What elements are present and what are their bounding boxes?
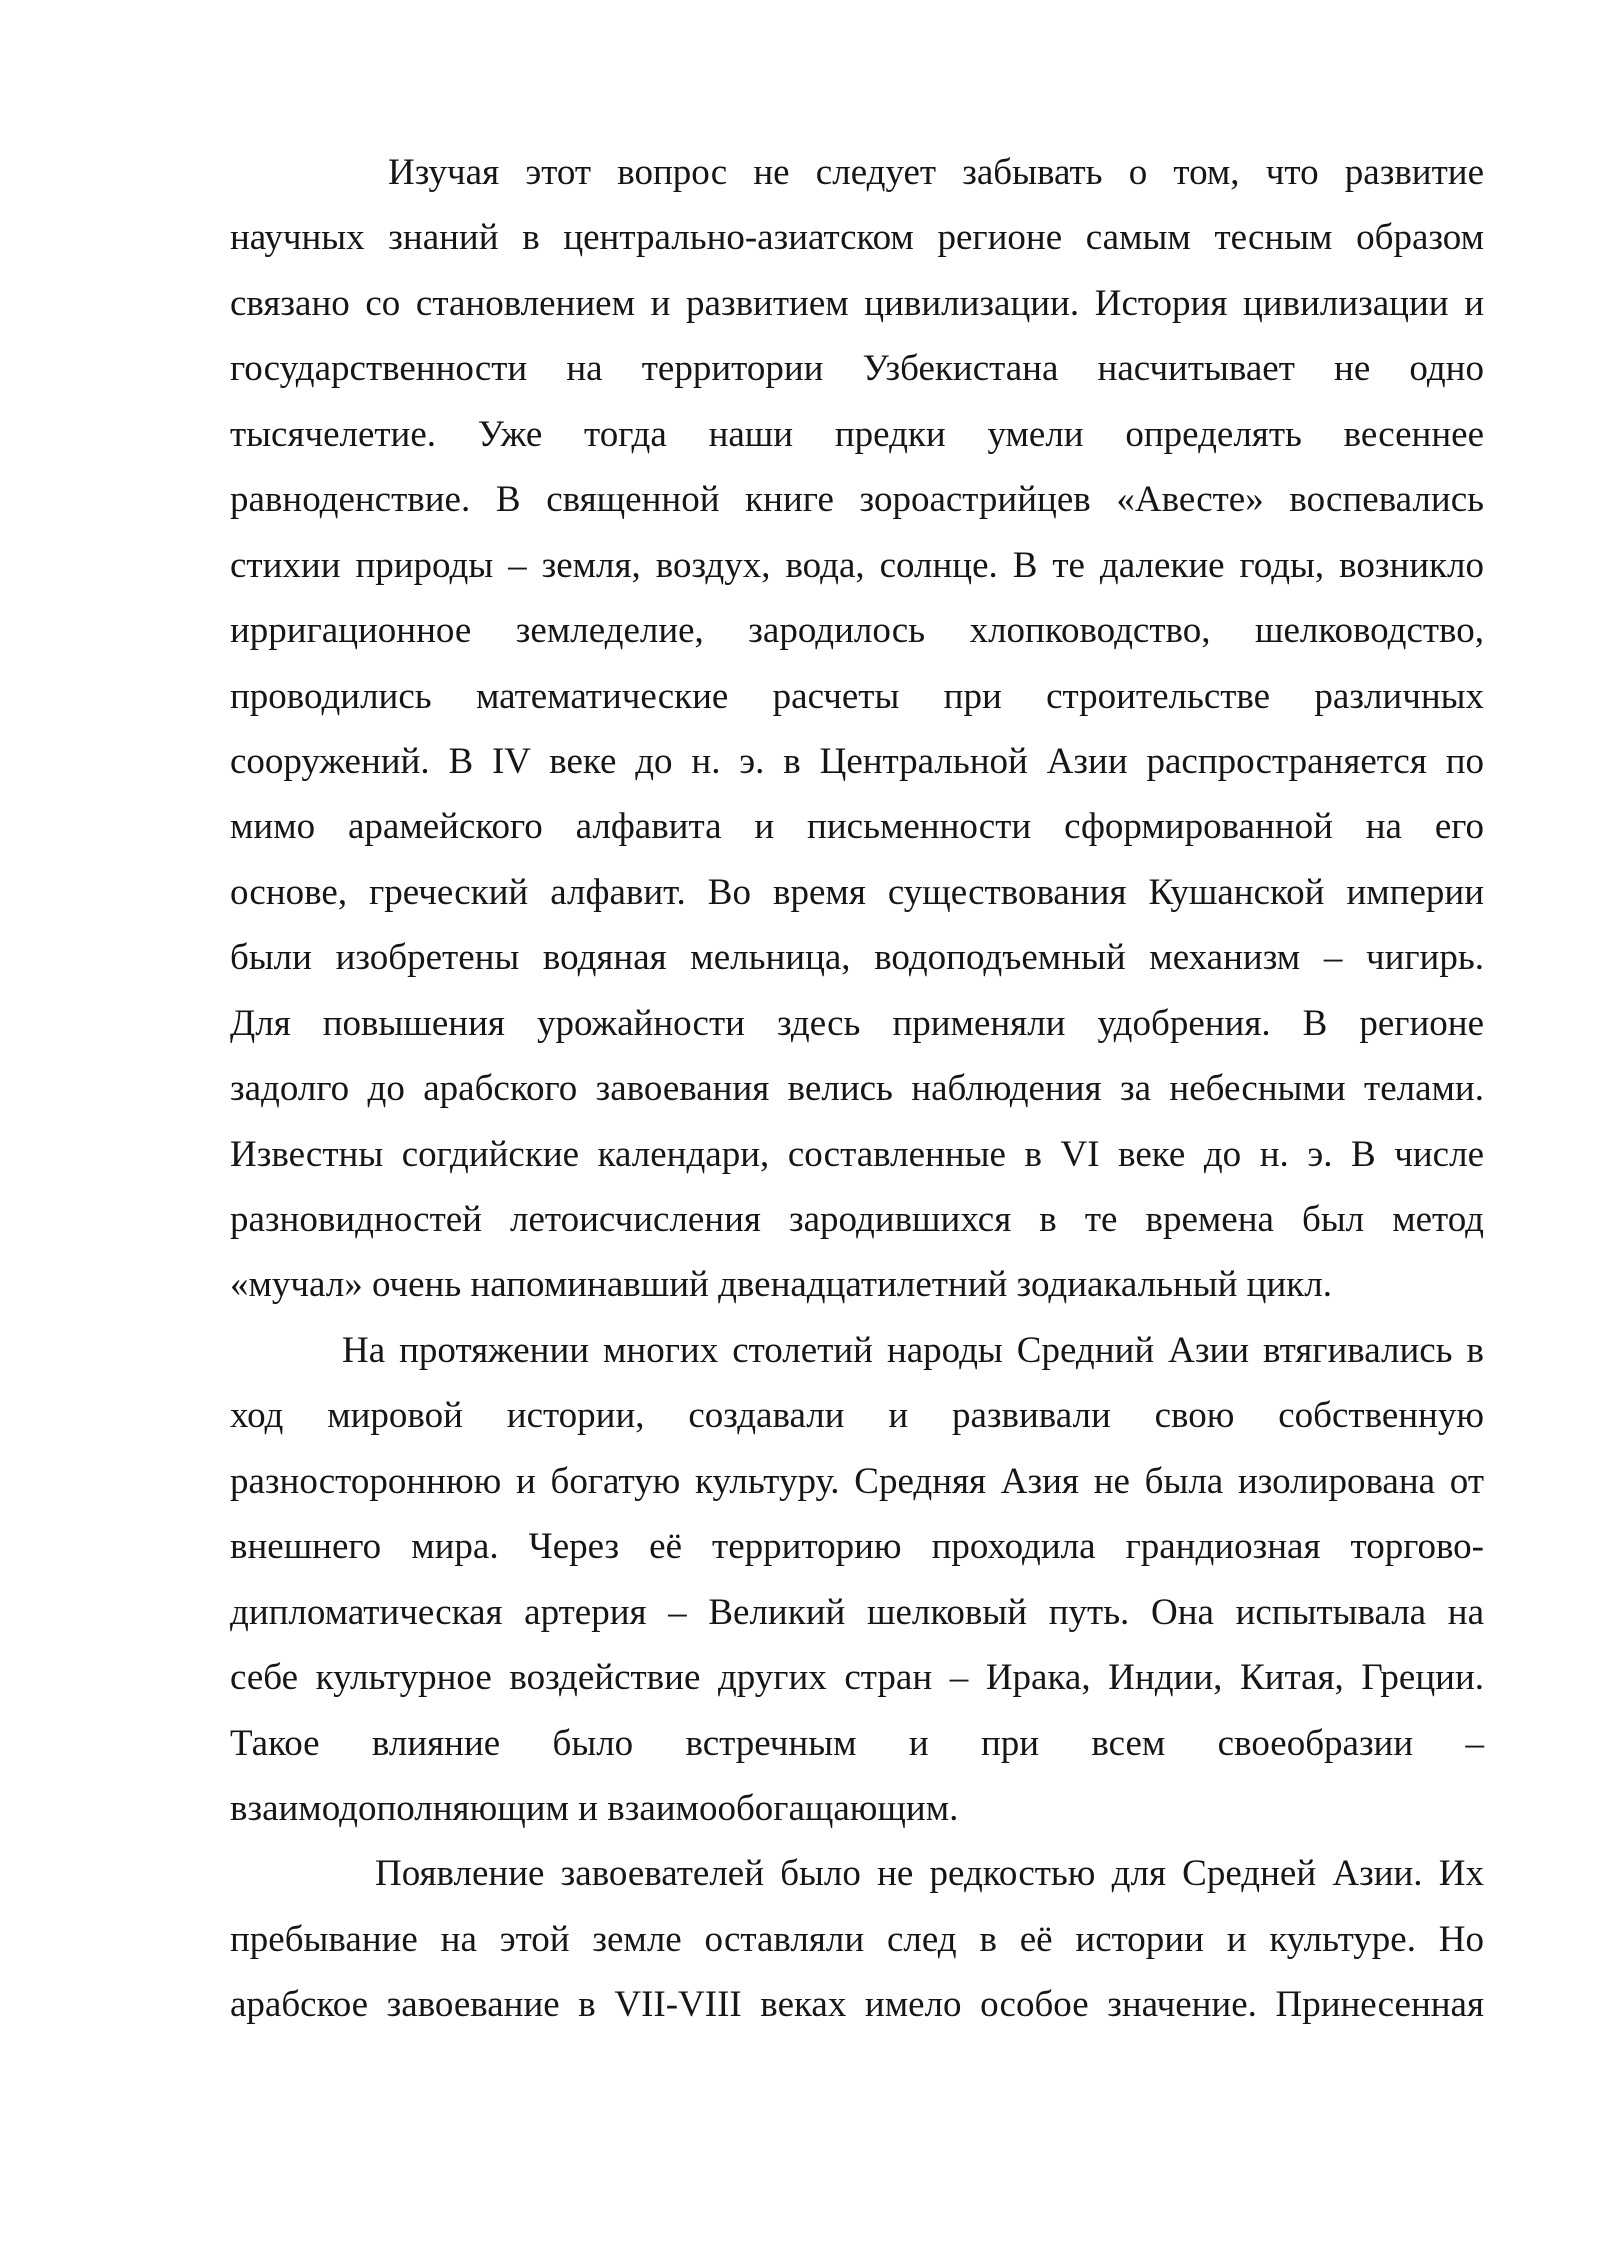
text-line: основе, греческий алфавит. Во время существования Кушанской империи bbox=[230, 871, 1484, 913]
text-line: Известны согдийские календари, составленные в VI веке до н. э. В числе bbox=[230, 1133, 1484, 1175]
text-line: мимо арамейского алфавита и письменности сформированной на его bbox=[230, 806, 1484, 848]
paragraph-3 bbox=[230, 1841, 1484, 2037]
text-line: На протяжении многих столетий народы Средний Азии втягивались в bbox=[342, 1329, 1484, 1371]
text-line: ирригационное земледелие, зародилось хлопководство, шелководство, bbox=[230, 610, 1484, 652]
paragraph-2 bbox=[230, 1318, 1484, 1842]
text-line: «мучал» очень напоминавший двенадцатилетний зодиакальный цикл. bbox=[230, 1264, 1332, 1306]
text-line: пребывание на этой земле оставляли след в её истории и культуре. Но bbox=[230, 1918, 1484, 1960]
text-line: задолго до арабского завоевания велись наблюдения за небесными телами. bbox=[230, 1068, 1484, 1110]
text-line: разностороннюю и богатую культуру. Средняя Азия не была изолирована от bbox=[230, 1460, 1484, 1502]
text-line: Изучая этот вопрос не следует забывать о том, что развитие bbox=[388, 152, 1484, 193]
text-line: внешнего мира. Через её территорию проходила грандиозная торгово- bbox=[230, 1526, 1484, 1568]
text-line: равноденствие. В священной книге зороастрийцев «Авесте» воспевались bbox=[230, 479, 1484, 521]
text-line: арабское завоевание в VII-VIII веках имело особое значение. Принесенная bbox=[230, 1984, 1484, 2026]
text-line: были изобретены водяная мельница, водоподъемный механизм – чигирь. bbox=[230, 937, 1484, 979]
text-line: связано со становлением и развитием цивилизации. История цивилизации и bbox=[230, 282, 1484, 324]
body-text bbox=[230, 140, 1484, 2038]
text-line: тысячелетие. Уже тогда наши предки умели определять весеннее bbox=[230, 413, 1484, 455]
text-line: проводились математические расчеты при строительстве различных bbox=[230, 675, 1484, 717]
text-line: дипломатическая артерия – Великий шелковый путь. Она испытывала на bbox=[230, 1591, 1484, 1633]
text-line: Для повышения урожайности здесь применяли удобрения. В регионе bbox=[230, 1002, 1484, 1044]
text-line: разновидностей летоисчисления зародившихся в те времена был метод bbox=[230, 1199, 1484, 1240]
text-line: Такое влияние было встречным и при всем своеобразии – bbox=[230, 1722, 1484, 1764]
text-line: себе культурное воздействие других стран – Ирака, Индии, Китая, Греции. bbox=[230, 1657, 1484, 1699]
text-line: научных знаний в центрально-азиатском регионе самым тесным образом bbox=[230, 217, 1484, 259]
paragraph-1 bbox=[230, 140, 1484, 1318]
text-line: государственности на территории Узбекистана насчитывает не одно bbox=[230, 348, 1484, 390]
text-line: ход мировой истории, создавали и развивали свою собственную bbox=[230, 1395, 1484, 1437]
text-line: Появление завоевателей было не редкостью для Средней Азии. Их bbox=[375, 1853, 1484, 1895]
text-line: стихии природы – земля, воздух, вода, солнце. В те далекие годы, возникло bbox=[230, 544, 1484, 586]
text-line: сооружений. В IV веке до н. э. в Центральной Азии распространяется по bbox=[230, 740, 1484, 782]
text-line: взаимодополняющим и взаимообогащающим. bbox=[230, 1787, 959, 1829]
